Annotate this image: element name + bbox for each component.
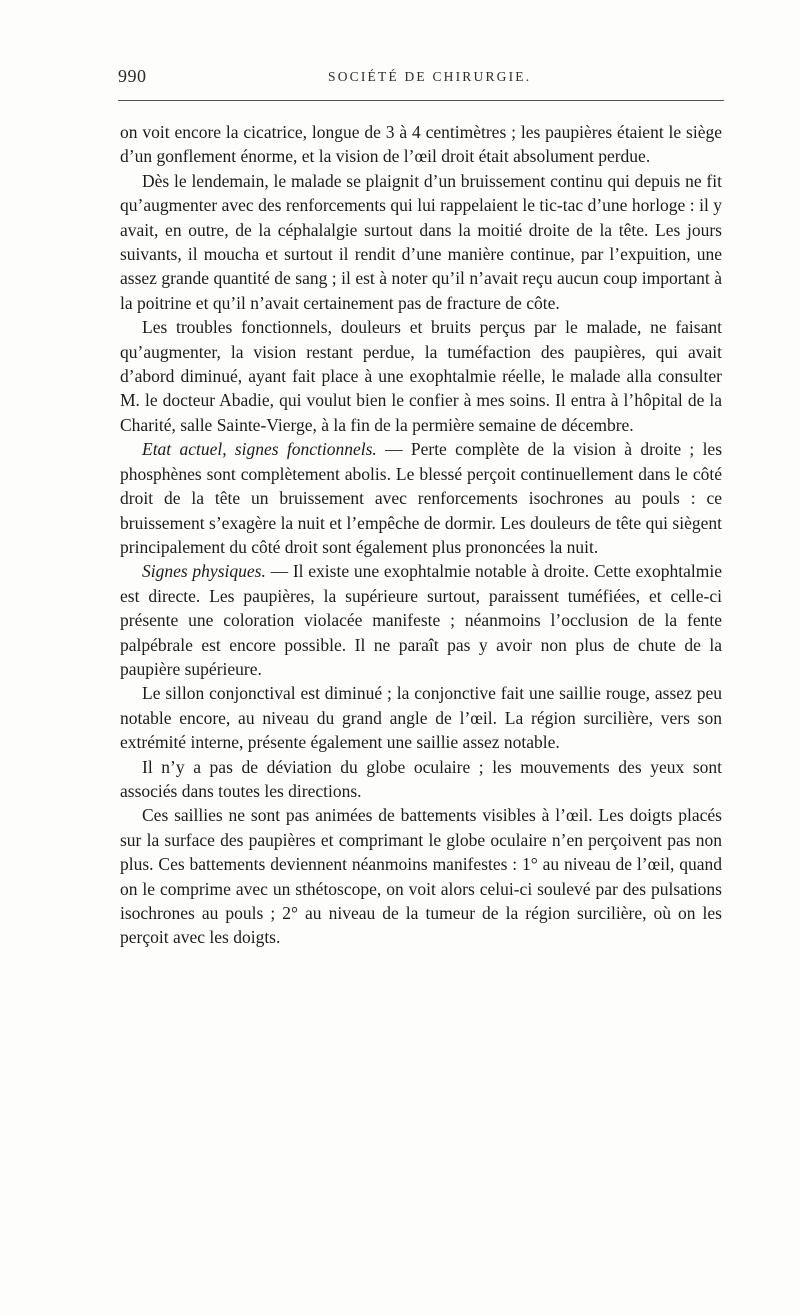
paragraph: [120, 755, 722, 804]
paragraph-lead: Signes physiques.: [142, 561, 266, 582]
running-head: SOCIÉTÉ DE CHIRURGIE.: [328, 69, 532, 84]
paragraph: [120, 437, 722, 559]
paragraph: [120, 169, 722, 315]
page-header: [118, 66, 722, 90]
paragraph-text: — Perte complète de la vision à droite ; les phosphènes sont complètement abolis. Le blessé perçoit continuellement dans le côté droit de la tête un bruissement avec renforcements isochrones au pouls : ce bruissement s’exagère la nuit et l’empêche de dormir. Les douleurs de tête qui siègent principalement du côté droit sont également plus prononcées la nuit.: [120, 439, 723, 557]
paragraph-text: Dès le lendemain, le malade se plaignit d’un bruissement continu qui depuis ne fit qu’augmenter avec des renforcements qui lui rappelaient le tic-tac d’une horloge : il y avait, en outre, de la céphalalgie surtout dans la moitié droite de la tête. Les jours suivants, il moucha et surtout il rendit d’une manière continue, par l’expuition, une assez grande quantité de sang ; il est à noter qu’il n’avait reçu aucun coup important à la poitrine et qu’il n’avait certainement pas de fracture de côte.: [120, 170, 722, 313]
paragraph: [120, 559, 722, 681]
header-rule: [118, 100, 724, 101]
paragraph: [120, 315, 722, 437]
paragraph: [120, 803, 722, 949]
page-number: 990: [118, 66, 147, 86]
paragraph: [120, 681, 722, 754]
paragraph-text: — Il existe une exophtalmie notable à droite. Cette exophtalmie est directe. Les paupières, la supérieure surtout, paraissent tuméfiées, et celle-ci présente une coloration violacée manifeste ; néanmoins l’occlusion de la fente palpébrale est encore possible. Il ne paraît pas y avoir non plus de chute de la paupière supérieure.: [120, 561, 722, 679]
paragraph-text: Les troubles fonctionnels, douleurs et bruits perçus par le malade, ne faisant qu’augmenter, la vision restant perdue, la tuméfaction des paupières, qui avait d’abord diminué, ayant fait place à une exophtalmie réelle, le malade alla consulter M. le docteur Abadie, qui voulut bien le confier à mes soins. Il entra à l’hôpital de la Charité, salle Sainte-Vierge, à la fin de la permière semaine de décembre.: [120, 317, 722, 435]
paragraph: [120, 120, 722, 169]
paragraph-text: on voit encore la cicatrice, longue de 3 à 4 centimètres ; les paupières étaient le siège d’un gonflement énorme, et la vision de l’œil droit était absolument perdue.: [120, 122, 722, 167]
paragraph-lead: Etat actuel, signes fonctionnels.: [142, 439, 377, 460]
paragraph-text: Ces saillies ne sont pas animées de battements visibles à l’œil. Les doigts placés sur la surface des paupières et comprimant le globe oculaire n’en perçoivent pas non plus. Ces battements deviennent néanmoins manifestes : 1° au niveau de l’œil, quand on le comprime avec un sthétoscope, on voit alors celui-ci soulevé par des pulsations isochrones au pouls ; 2° au niveau de la tumeur de la région surcilière, où on les perçoit avec les doigts.: [120, 805, 722, 948]
paragraph-text: Il n’y a pas de déviation du globe oculaire ; les mouvements des yeux sont associés dans toutes les directions.: [120, 756, 722, 801]
body-text: [120, 120, 722, 950]
paragraph-text: Le sillon conjonctival est diminué ; la conjonctive fait une saillie rouge, assez peu notable encore, au niveau du grand angle de l’œil. La région surcilière, vers son extrémité interne, présente également une saillie assez notable.: [120, 683, 722, 753]
